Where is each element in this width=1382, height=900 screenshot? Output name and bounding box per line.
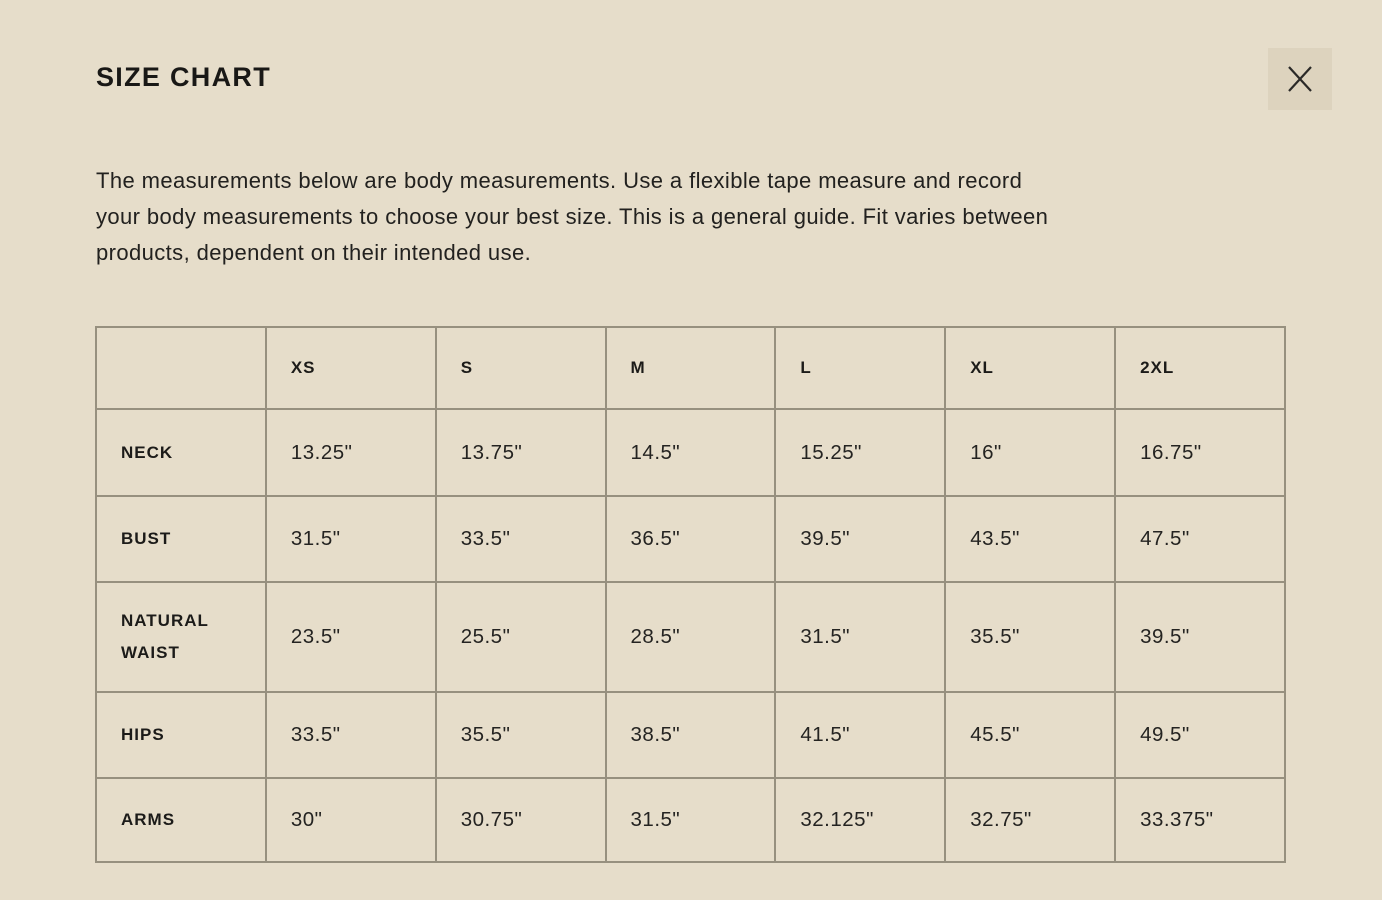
row-label: NATURAL WAIST [96,582,266,692]
measurement-cell: 31.5" [775,582,945,692]
size-chart-table [95,326,1286,863]
measurement-cell: 39.5" [775,496,945,582]
column-header-xl: XL [945,327,1115,409]
measurement-cell: 33.5" [436,496,606,582]
page-title: SIZE CHART [96,62,271,92]
measurement-cell: 16" [945,409,1115,496]
header-row [96,327,1285,409]
column-header-m: M [606,327,776,409]
measurement-cell: 36.5" [606,496,776,582]
measurement-cell: 33.5" [266,692,436,778]
description-line: products, dependent on their intended use. [96,240,532,265]
measurement-cell: 47.5" [1115,496,1285,582]
measurement-cell: 28.5" [606,582,776,692]
measurement-cell: 32.125" [775,778,945,862]
measurement-cell: 49.5" [1115,692,1285,778]
description-line: The measurements below are body measurements. Use a flexible tape measure and record [96,168,1023,193]
measurement-cell: 38.5" [606,692,776,778]
measurement-cell: 35.5" [436,692,606,778]
table-row [96,409,1285,496]
table-row [96,496,1285,582]
table-row [96,582,1285,692]
close-button[interactable] [1268,48,1332,110]
measurement-cell: 13.75" [436,409,606,496]
measurement-cell: 39.5" [1115,582,1285,692]
column-header-2xl: 2XL [1115,327,1285,409]
measurement-cell: 45.5" [945,692,1115,778]
measurement-cell: 16.75" [1115,409,1285,496]
description-line: your body measurements to choose your best size. This is a general guide. Fit varies between [96,204,1049,229]
column-header-xs: XS [266,327,436,409]
row-label: HIPS [96,692,266,778]
column-header-l: L [775,327,945,409]
measurement-cell: 31.5" [266,496,436,582]
measurement-cell: 15.25" [775,409,945,496]
corner-cell [96,327,266,409]
measurement-cell: 23.5" [266,582,436,692]
row-label: ARMS [96,778,266,862]
row-label: BUST [96,496,266,582]
size-chart-body [96,409,1285,862]
column-header-s: S [436,327,606,409]
measurement-cell: 41.5" [775,692,945,778]
description [96,163,1306,271]
table-row [96,692,1285,778]
row-label: NECK [96,409,266,496]
measurement-cell: 30" [266,778,436,862]
measurement-cell: 31.5" [606,778,776,862]
size-chart-header [96,327,1285,409]
measurement-cell: 32.75" [945,778,1115,862]
measurement-cell: 30.75" [436,778,606,862]
measurement-cell: 35.5" [945,582,1115,692]
measurement-cell: 43.5" [945,496,1115,582]
measurement-cell: 13.25" [266,409,436,496]
close-icon [1284,64,1316,94]
measurement-cell: 14.5" [606,409,776,496]
measurement-cell: 25.5" [436,582,606,692]
table-row [96,778,1285,862]
measurement-cell: 33.375" [1115,778,1285,862]
